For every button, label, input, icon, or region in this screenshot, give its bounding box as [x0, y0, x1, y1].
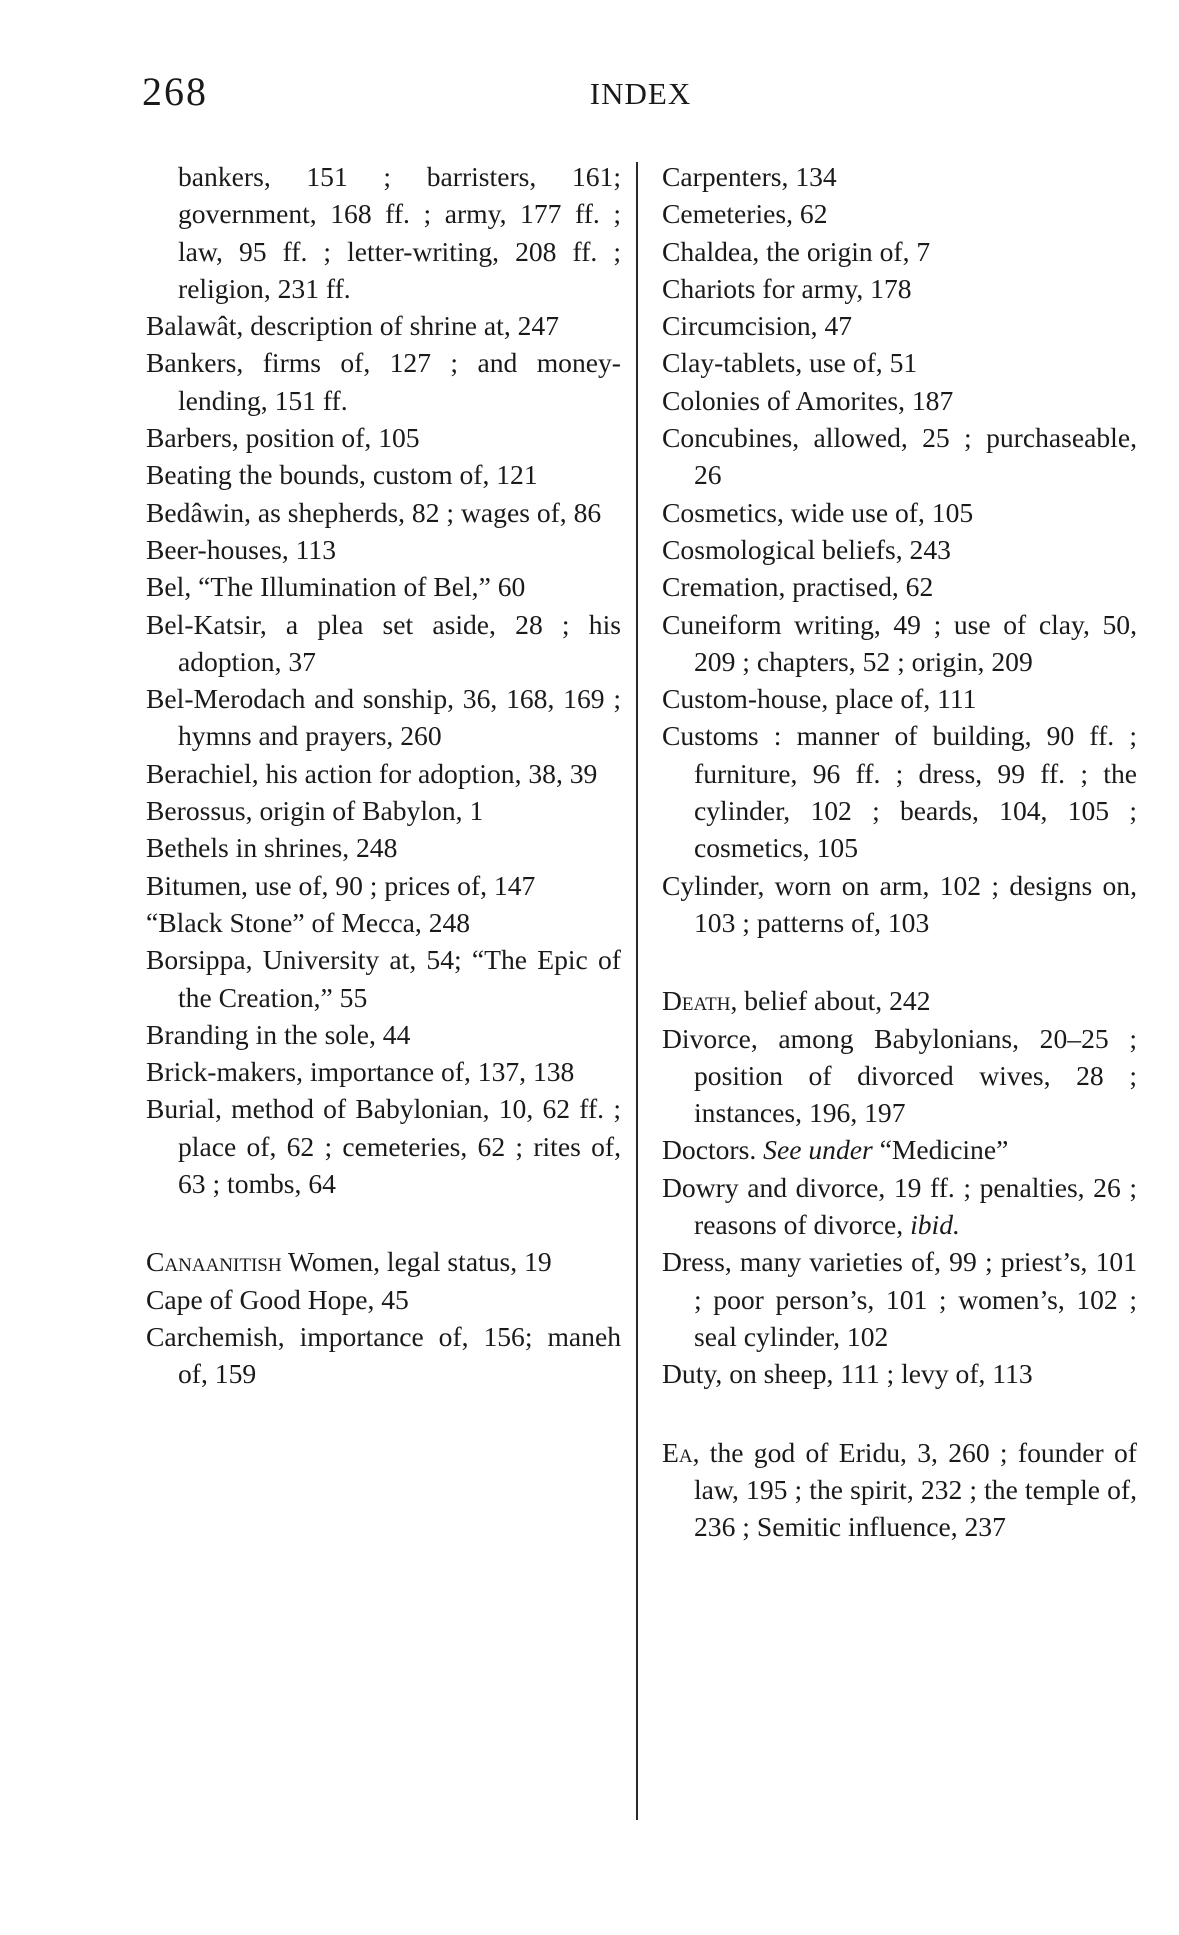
index-entry: [662, 1355, 1137, 1392]
entry-text: Bitumen, use of, 90 ; prices of, 147: [146, 869, 536, 901]
section-head-word: Canaanitish: [146, 1246, 282, 1278]
section-gap: [662, 1393, 1137, 1434]
entry-text: Women, legal status, 19: [281, 1246, 552, 1278]
entry-text: Burial, method of Babylonian, 10, 62 ff. ; place of, 62 ; cemeteries, 62 ; rites of, 63 ; tombs, 64: [146, 1093, 621, 1200]
entry-text: , the god of Eridu, 3, 260 ; founder of law, 195 ; the spirit, 232 ; the temple of, 236 ; Semitic influence, 237: [692, 1436, 1137, 1543]
entry-text: Borsippa, University at, 54; “The Epic of the Creation,” 55: [146, 944, 621, 1013]
index-column-right: [662, 158, 1137, 1545]
entry-text: Divorce, among Babylonians, 20–25 ; position of divorced wives, 28 ; instances, 196, 197: [662, 1022, 1137, 1129]
index-entry: [146, 1281, 621, 1318]
entry-text: Balawât, description of shrine at, 247: [146, 310, 560, 342]
index-entry: [146, 606, 621, 681]
index-entry: [662, 344, 1137, 381]
entry-text: Cylinder, worn on arm, 102 ; designs on, 103 ; patterns of, 103: [662, 869, 1137, 938]
index-entry: [146, 680, 621, 755]
index-entry: [662, 158, 1137, 195]
entry-text: Dress, many varieties of, 99 ; priest’s, 101 ; poor person’s, 101 ; women’s, 102 ; seal cylinder, 102: [662, 1246, 1137, 1352]
entry-text: Doctors.: [662, 1134, 764, 1166]
entry-text: Custom-house, place of, 111: [662, 683, 977, 715]
entry-text: Bel, “The Illumination of Bel,” 60: [146, 571, 526, 603]
entry-text: Clay-tablets, use of, 51: [662, 347, 918, 379]
entry-text: Beating the bounds, custom of, 121: [146, 459, 538, 491]
index-entry: [146, 1053, 621, 1090]
index-entry: [662, 568, 1137, 605]
index-column-left: [146, 158, 621, 1393]
index-entry: [146, 1243, 621, 1280]
page-number: 268: [142, 69, 208, 114]
index-entry: [146, 158, 621, 307]
index-entry: [146, 941, 621, 1016]
index-entry: [146, 568, 621, 605]
entry-text: Cremation, practised, 62: [662, 571, 934, 603]
column-divider: [636, 162, 638, 1820]
index-entry: [662, 606, 1137, 681]
index-entry: [146, 829, 621, 866]
entry-italic: See under: [763, 1134, 873, 1166]
entry-text: Bel-Merodach and sonship, 36, 168, 169 ; hymns and prayers, 260: [146, 683, 621, 752]
entry-text: Circumcision, 47: [662, 310, 853, 342]
index-entry: [146, 755, 621, 792]
entry-text: Chariots for army, 178: [662, 272, 912, 304]
entry-text: Dowry and divorce, 19 ff. ; penalties, 26 ; reasons of divorce,: [662, 1171, 1137, 1241]
entry-tail: “Medicine”: [872, 1134, 1009, 1166]
section-head-word: Ea: [662, 1436, 693, 1468]
index-entry: [146, 456, 621, 493]
entry-text: Colonies of Amorites, 187: [662, 384, 954, 416]
entry-italic: ibid.: [910, 1209, 960, 1241]
index-entry: [146, 494, 621, 531]
index-entry: [662, 307, 1137, 344]
index-entry: [662, 382, 1137, 419]
entry-text: Chaldea, the origin of, 7: [662, 235, 931, 267]
entry-text: Carchemish, importance of, 156; maneh of, 159: [146, 1320, 621, 1390]
index-entry: [662, 531, 1137, 568]
entry-text: Customs : manner of building, 90 ff. ; furniture, 96 ff. ; dress, 99 ff. ; the cylinder, 102 ; beards, 104, 105 ; cosmetics, 105: [662, 720, 1137, 864]
entry-text: Cosmological beliefs, 243: [662, 533, 951, 565]
entry-text: , belief about, 242: [730, 985, 931, 1017]
entry-text: Carpenters, 134: [662, 161, 837, 192]
index-entry: [146, 1016, 621, 1053]
index-entry: [662, 233, 1137, 270]
page-header: [142, 68, 1049, 118]
entry-text: Cape of Good Hope, 45: [146, 1283, 409, 1315]
entry-text: “Black Stone” of Mecca, 248: [146, 906, 471, 938]
index-entry: [662, 494, 1137, 531]
entry-text: Cemeteries, 62: [662, 198, 828, 230]
section-head-word: Death: [662, 985, 731, 1017]
index-entry: [662, 867, 1137, 942]
section-gap: [146, 1202, 621, 1243]
entry-text: Berossus, origin of Babylon, 1: [146, 795, 484, 827]
running-head: INDEX: [589, 76, 692, 111]
index-entry: [662, 1020, 1137, 1132]
entry-text: Cosmetics, wide use of, 105: [662, 496, 974, 528]
index-entry: [662, 717, 1137, 866]
index-entry: [146, 344, 621, 419]
entry-text: Brick-makers, importance of, 137, 138: [146, 1056, 575, 1088]
index-entry: [662, 1243, 1137, 1355]
entry-text: Barbers, position of, 105: [146, 422, 420, 454]
entry-text: Beer-houses, 113: [146, 533, 337, 565]
entry-text: Duty, on sheep, 111 ; levy of, 113: [662, 1358, 1033, 1390]
section-gap: [662, 941, 1137, 982]
index-entry: [662, 982, 1137, 1019]
index-entry: [662, 195, 1137, 232]
index-entry: [146, 904, 621, 941]
entry-text: Bankers, firms of, 127 ; and money-lending, 151 ff.: [146, 347, 621, 416]
index-entry: [662, 419, 1137, 494]
index-entry: [146, 867, 621, 904]
index-entry: [146, 1090, 621, 1202]
entry-text: Berachiel, his action for adoption, 38, 39: [146, 757, 598, 789]
index-entry: [662, 680, 1137, 717]
index-entry: [146, 531, 621, 568]
entry-text: Concubines, allowed, 25 ; purchaseable, 26: [662, 422, 1137, 491]
entry-text: bankers, 151 ; barristers, 161; government, 168 ff. ; army, 177 ff. ; law, 95 ff. ; letter-writing, 208 ff. ; religion, 231 ff.: [178, 161, 621, 304]
index-entry: [662, 1169, 1137, 1244]
entry-text: Branding in the sole, 44: [146, 1018, 411, 1050]
index-entry: [662, 1131, 1137, 1168]
entry-text: Cuneiform writing, 49 ; use of clay, 50, 209 ; chapters, 52 ; origin, 209: [662, 608, 1137, 677]
index-entry: [146, 419, 621, 456]
entry-text: Bethels in shrines, 248: [146, 832, 398, 864]
entry-text: Bedâwin, as shepherds, 82 ; wages of, 86: [146, 496, 602, 528]
entry-text: Bel-Katsir, a plea set aside, 28 ; his adoption, 37: [146, 608, 621, 677]
index-entry: [662, 1434, 1137, 1546]
index-entry: [146, 307, 621, 344]
index-entry: [146, 792, 621, 829]
index-entry: [146, 1318, 621, 1393]
index-entry: [662, 270, 1137, 307]
